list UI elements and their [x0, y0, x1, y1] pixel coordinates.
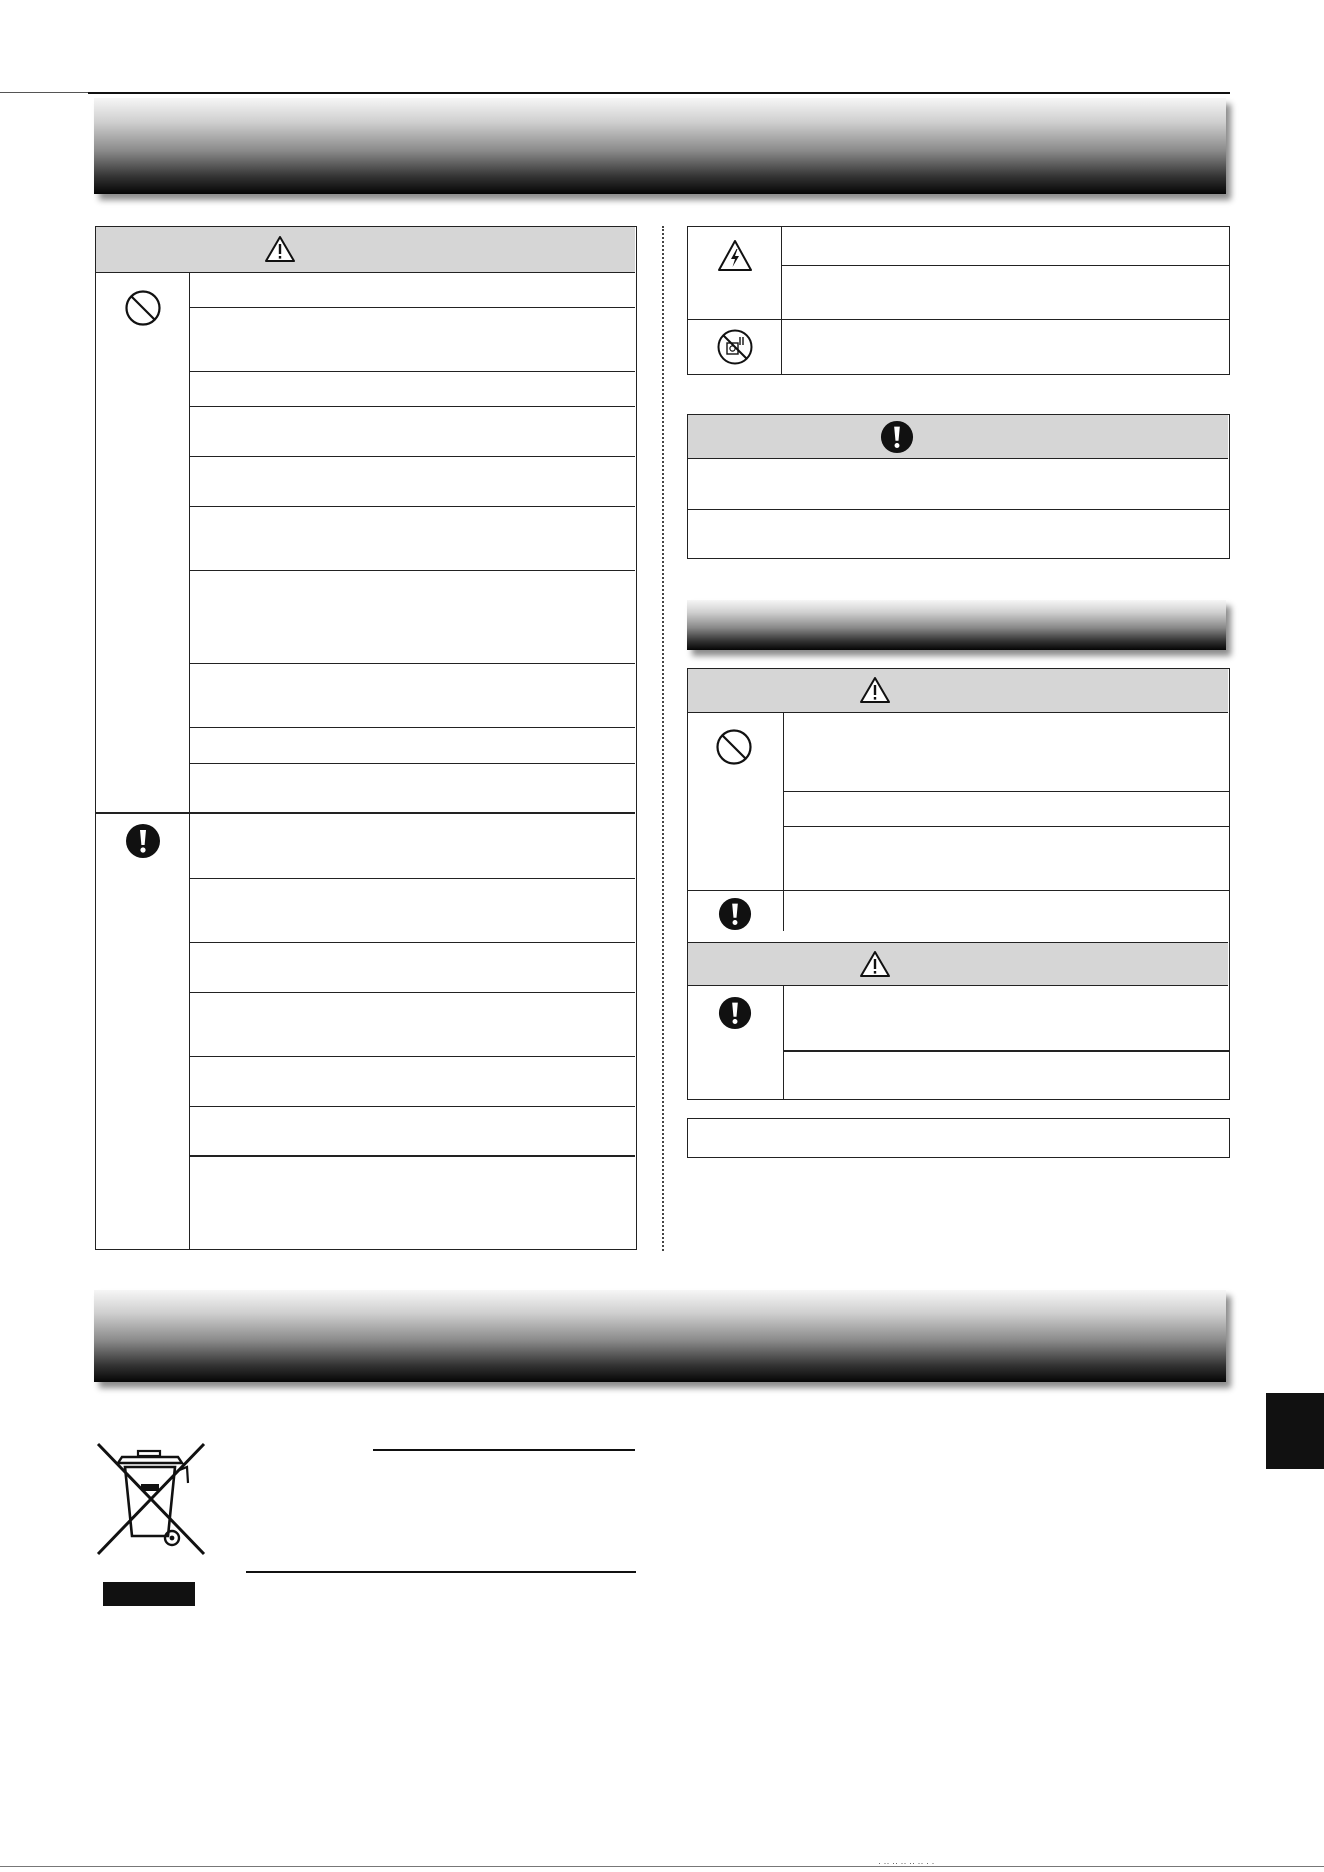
- heading-underline: [373, 1449, 635, 1451]
- warning-header: [688, 669, 1228, 713]
- row-divider: [189, 1155, 635, 1157]
- warning-caution-table: [687, 668, 1230, 1100]
- chapter-tab: [1266, 1393, 1324, 1469]
- row-divider: [189, 456, 635, 457]
- section-underline: [246, 1571, 636, 1573]
- caution-header: [688, 942, 1228, 986]
- row-divider: [189, 406, 635, 407]
- warning-table-left: [95, 226, 637, 1250]
- section-banner-small: [687, 600, 1226, 650]
- caution-note-table: [687, 414, 1230, 559]
- icon-column-divider: [781, 227, 782, 374]
- crossed-out-wheeled-bin-icon: [94, 1440, 208, 1558]
- mandatory-exclamation-icon: [718, 897, 752, 931]
- row-divider: [189, 1106, 635, 1107]
- column-separator: [662, 226, 664, 1251]
- section-banner-top: [94, 98, 1226, 194]
- row-divider: [189, 506, 635, 507]
- group-divider: [96, 812, 635, 814]
- row-divider: [189, 727, 635, 728]
- note-box: [687, 1118, 1230, 1158]
- row-divider: [781, 265, 1229, 266]
- row-divider: [783, 791, 1229, 792]
- no-wet-hands-icon: [716, 328, 754, 366]
- icon-column-divider: [783, 986, 784, 1099]
- mandatory-exclamation-icon: [718, 996, 752, 1030]
- electric-shock-icon: [717, 239, 753, 273]
- row-divider: [688, 509, 1229, 510]
- warning-triangle-icon: [264, 235, 296, 263]
- row-divider: [783, 826, 1229, 827]
- mandatory-exclamation-icon: [880, 420, 914, 454]
- mandatory-exclamation-icon: [125, 823, 161, 859]
- warning-triangle-icon: [859, 950, 891, 978]
- top-rule: [88, 92, 1230, 94]
- warning-table-header: [96, 227, 635, 273]
- row-divider: [189, 942, 635, 943]
- section-banner-bottom: [94, 1290, 1226, 1382]
- weee-date-bar: [103, 1582, 195, 1606]
- row-divider: [189, 1056, 635, 1057]
- row-divider: [189, 992, 635, 993]
- row-divider: [189, 878, 635, 879]
- warning-triangle-icon: [859, 676, 891, 704]
- row-divider: [783, 1050, 1229, 1052]
- electric-safety-table: [687, 226, 1230, 375]
- icon-column-divider: [783, 713, 784, 931]
- row-divider: [189, 371, 635, 372]
- icon-column-divider: [189, 273, 190, 1249]
- row-divider: [189, 570, 635, 571]
- row-divider: [189, 307, 635, 308]
- caution-note-header: [688, 415, 1228, 459]
- footer-code: · ·· ·· ·· ·· ·· · ·: [878, 1858, 935, 1868]
- prohibited-circle-icon: [124, 289, 162, 327]
- row-divider: [189, 763, 635, 764]
- prohibited-circle-icon: [715, 728, 753, 766]
- row-divider: [688, 319, 1229, 320]
- row-divider: [189, 663, 635, 664]
- top-rule-thin: [0, 92, 88, 93]
- group-divider: [688, 890, 1229, 891]
